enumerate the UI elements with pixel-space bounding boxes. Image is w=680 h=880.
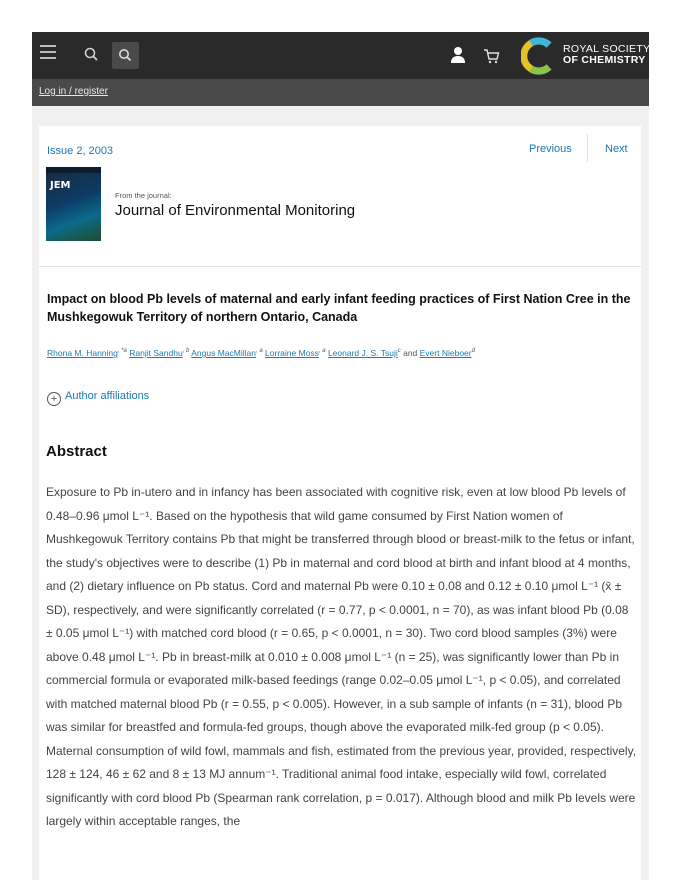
- rsc-logo[interactable]: [521, 37, 651, 75]
- search-button-icon: [112, 42, 139, 69]
- cover-strip: [46, 167, 101, 173]
- cart-icon[interactable]: [482, 47, 500, 65]
- brand-line-1: ROYAL SOCIETY: [563, 43, 651, 55]
- issue-link[interactable]: Issue 2, 2003: [47, 145, 114, 157]
- search-icon[interactable]: [80, 42, 104, 68]
- article-title: Impact on blood Pb levels of maternal and early infant feeding practices of First Nation Cree in the Mushkegowuk Territory of northern Ontario, Canada: [47, 292, 631, 324]
- search-button[interactable]: [112, 42, 139, 69]
- menu-icon[interactable]: [40, 45, 56, 59]
- rsc-logo-mark: [521, 37, 561, 75]
- login-link[interactable]: Log in / register: [39, 86, 108, 97]
- author-affil-mark: , a: [318, 348, 326, 355]
- brand-line-2: OF CHEMISTRY: [563, 54, 646, 66]
- journal-cover[interactable]: [46, 167, 101, 241]
- abstract-heading: Abstract: [46, 443, 107, 460]
- previous-article-link[interactable]: Previous: [529, 143, 572, 155]
- author-link[interactable]: Angus MacMillan: [191, 348, 256, 358]
- from-journal-label: From the journal:: [115, 191, 172, 200]
- author-affil-mark: , a: [256, 348, 263, 355]
- journal-title[interactable]: Journal of Environmental Monitoring: [115, 202, 356, 219]
- pager-divider: [587, 134, 588, 162]
- expand-plus-icon: +: [47, 392, 61, 406]
- affiliations-label: Author affiliations: [65, 390, 150, 402]
- author-affil-mark: c: [397, 348, 401, 355]
- site-header: [32, 32, 649, 79]
- author-link[interactable]: Ranjit Sandhu: [129, 348, 183, 358]
- author-link[interactable]: Evert Nieboer: [419, 348, 472, 358]
- user-icon[interactable]: [450, 46, 466, 64]
- next-article-link[interactable]: Next: [605, 143, 628, 155]
- author-link[interactable]: Leonard J. S. Tsuji: [327, 348, 398, 358]
- abstract-text: Exposure to Pb in-utero and in infancy has been associated with cognitive risk, even at low blood Pb levels of 0.48–0.96 μmol L⁻¹. Based on the hypothesis that wild game consumed by First Nation women of Mushkegowuk Territory contains Pb that might be transferred through blood or breast-milk to the fetus or infant, the study's objectives were to describe (1) Pb in maternal and cord blood at birth and infant blood at 4 months, and (2) dietary influence on Pb status. Cord and maternal Pb were 0.10 ± 0.08 and 0.12 ± 0.10 μmol L⁻¹ (x̄ ± SD), respectively, and were significantly correlated (r = 0.77, p < 0.0001, n = 70), as was infant blood Pb (0.08 ± 0.05 μmol L⁻¹) with matched cord blood (r = 0.65, p < 0.0001, n = 30). Two cord blood samples (3%) were above 0.48 μmol L⁻¹. Pb in breast-milk at 0.010 ± 0.008 μmol L⁻¹ (n = 25), was significantly lower than Pb in commercial formula or evaporated milk-based feedings (range 0.02–0.05 μmol L⁻¹, p < 0.05), and correlated with matched maternal blood Pb (r = 0.55, p < 0.005). However, in a sub sample of infants (n = 31), blood Pb was similar for breastfed and formula-fed groups, though above the evaporated milk-fed group (p < 0.05). Maternal consumption of wild fowl, mammals and fish, estimated from the previous year, provided, respectively, 128 ± 124, 46 ± 62 and 8 ± 13 MJ annum⁻¹. Traditional animal food intake, especially wild fowl, correlated significantly with cord blood Pb (Spearman rank correlation, p = 0.017). Although blood and milk Pb levels were largely within acceptable ranges, the: [46, 485, 637, 828]
- author-affiliations-toggle[interactable]: [47, 390, 149, 406]
- author-link[interactable]: Rhona M. Hanning: [47, 348, 118, 358]
- header-divider: [39, 266, 641, 267]
- author-affil-mark: , *a: [117, 348, 127, 355]
- author-link[interactable]: Lorraine Moss: [265, 348, 319, 358]
- cover-title: JEM: [50, 180, 71, 191]
- author-affil-mark: d: [471, 348, 475, 355]
- author-affil-mark: , b: [182, 348, 190, 355]
- author-list: [47, 348, 639, 358]
- login-bar: [32, 79, 649, 106]
- authors-and: and: [400, 348, 420, 358]
